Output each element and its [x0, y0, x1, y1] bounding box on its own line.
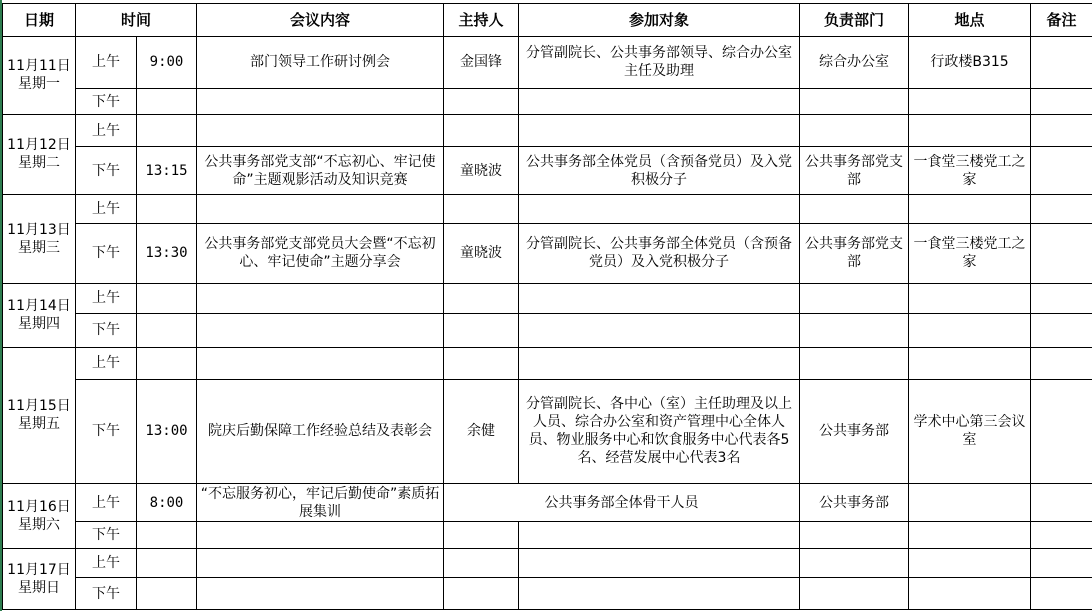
date-cell: [3, 347, 76, 483]
location-cell: 学术中心第三会议室: [909, 380, 1031, 484]
location-cell: [909, 483, 1031, 522]
segment-am: 上午: [76, 114, 137, 147]
time-cell: 8:00: [137, 483, 197, 522]
time-cell: 13:15: [137, 147, 197, 195]
table-row: [3, 314, 1092, 348]
table-row: [3, 36, 1092, 89]
remark-cell: [1031, 223, 1092, 283]
table-row: [3, 89, 1092, 114]
header-content: 会议内容: [197, 4, 444, 37]
header-row: [3, 4, 1092, 37]
date-label: 11月15日: [7, 398, 71, 415]
date-label: 11月14日: [7, 298, 71, 315]
participants-cell: 分管副院长、各中心（室）主任助理及以上人员、综合办公室和资产管理中心全体人员、物业服务中心和饮食服务中心代表各5名、经营发展中心代表3名: [519, 380, 800, 484]
host-cell: 金国锋: [444, 36, 519, 89]
location-cell: 一食堂三楼党工之家: [909, 147, 1031, 195]
segment-am: 上午: [76, 548, 137, 577]
weekday-label: 星期四: [18, 316, 60, 333]
dept-cell: 公共事务部: [800, 380, 909, 484]
participants-cell: 分管副院长、公共事务部领导、综合办公室主任及助理: [519, 36, 800, 89]
content-cell: 部门领导工作研讨例会: [197, 36, 444, 89]
weekday-label: 星期五: [18, 416, 60, 433]
time-cell: 13:00: [137, 380, 197, 484]
header-dept: 负责部门: [800, 4, 909, 37]
location-cell: 行政楼B315: [909, 36, 1031, 89]
segment-pm: 下午: [76, 89, 137, 114]
segment-pm: 下午: [76, 522, 137, 548]
weekday-label: 星期三: [18, 239, 60, 256]
date-label: 11月13日: [7, 221, 71, 238]
header-remark: 备注: [1031, 4, 1092, 37]
table-row: [3, 223, 1092, 283]
content-cell: 公共事务部党支部“不忘初心、牢记使命”主题观影活动及知识竞赛: [197, 147, 444, 195]
date-cell: [3, 36, 76, 114]
date-cell: [3, 548, 76, 609]
table-row: [3, 522, 1092, 548]
content-cell: 公共事务部党支部党员大会暨“不忘初心、牢记使命”主题分享会: [197, 223, 444, 283]
header-time: 时间: [76, 4, 197, 37]
date-label: 11月16日: [7, 498, 71, 515]
date-cell: [3, 283, 76, 347]
location-cell: 一食堂三楼党工之家: [909, 223, 1031, 283]
weekday-label: 星期日: [18, 579, 60, 596]
participants-cell: 公共事务部全体党员（含预备党员）及入党积极分子: [519, 147, 800, 195]
segment-am: 上午: [76, 283, 137, 314]
header-date: 日期: [3, 4, 76, 37]
dept-cell: 综合办公室: [800, 36, 909, 89]
segment-pm: 下午: [76, 314, 137, 348]
segment-am: 上午: [76, 195, 137, 223]
participants-cell: 分管副院长、公共事务部全体党员（含预备党员）及入党积极分子: [519, 223, 800, 283]
header-participants: 参加对象: [519, 4, 800, 37]
time-cell: 13:30: [137, 223, 197, 283]
date-label: 11月12日: [7, 137, 71, 154]
table-row: [3, 548, 1092, 577]
table-row: [3, 380, 1092, 484]
table-row: [3, 578, 1092, 610]
segment-am: 上午: [76, 483, 137, 522]
remark-cell: [1031, 483, 1092, 522]
segment-pm: 下午: [76, 223, 137, 283]
remark-cell: [1031, 380, 1092, 484]
header-location: 地点: [909, 4, 1031, 37]
dept-cell: 公共事务部党支部: [800, 223, 909, 283]
content-cell: “不忘服务初心，牢记后勤使命”素质拓展集训: [197, 483, 444, 522]
weekday-label: 星期六: [18, 516, 60, 533]
remark-cell: [1031, 147, 1092, 195]
segment-pm: 下午: [76, 380, 137, 484]
table-row: [3, 283, 1092, 314]
date-cell: [3, 114, 76, 194]
host-cell: 童晓波: [444, 147, 519, 195]
segment-am: 上午: [76, 36, 137, 89]
time-cell: 9:00: [137, 36, 197, 89]
dept-cell: 公共事务部: [800, 483, 909, 522]
header-host: 主持人: [444, 4, 519, 37]
weekly-meeting-schedule-table: [2, 3, 1092, 610]
date-label: 11月17日: [7, 561, 71, 578]
table-row: [3, 147, 1092, 195]
table-row: [3, 483, 1092, 522]
date-cell: [3, 483, 76, 548]
table-row: [3, 347, 1092, 380]
remark-cell: [1031, 36, 1092, 89]
host-cell: 童晓波: [444, 223, 519, 283]
weekday-label: 星期一: [18, 76, 60, 93]
weekday-label: 星期二: [18, 155, 60, 172]
host-cell: 余健: [444, 380, 519, 484]
table-row: [3, 114, 1092, 147]
table-row: [3, 195, 1092, 223]
date-label: 11月11日: [7, 58, 71, 75]
segment-pm: 下午: [76, 578, 137, 610]
segment-pm: 下午: [76, 147, 137, 195]
participants-cell: 公共事务部全体骨干人员: [444, 483, 800, 522]
date-cell: [3, 195, 76, 283]
dept-cell: 公共事务部党支部: [800, 147, 909, 195]
content-cell: 院庆后勤保障工作经验总结及表彰会: [197, 380, 444, 484]
segment-am: 上午: [76, 347, 137, 380]
